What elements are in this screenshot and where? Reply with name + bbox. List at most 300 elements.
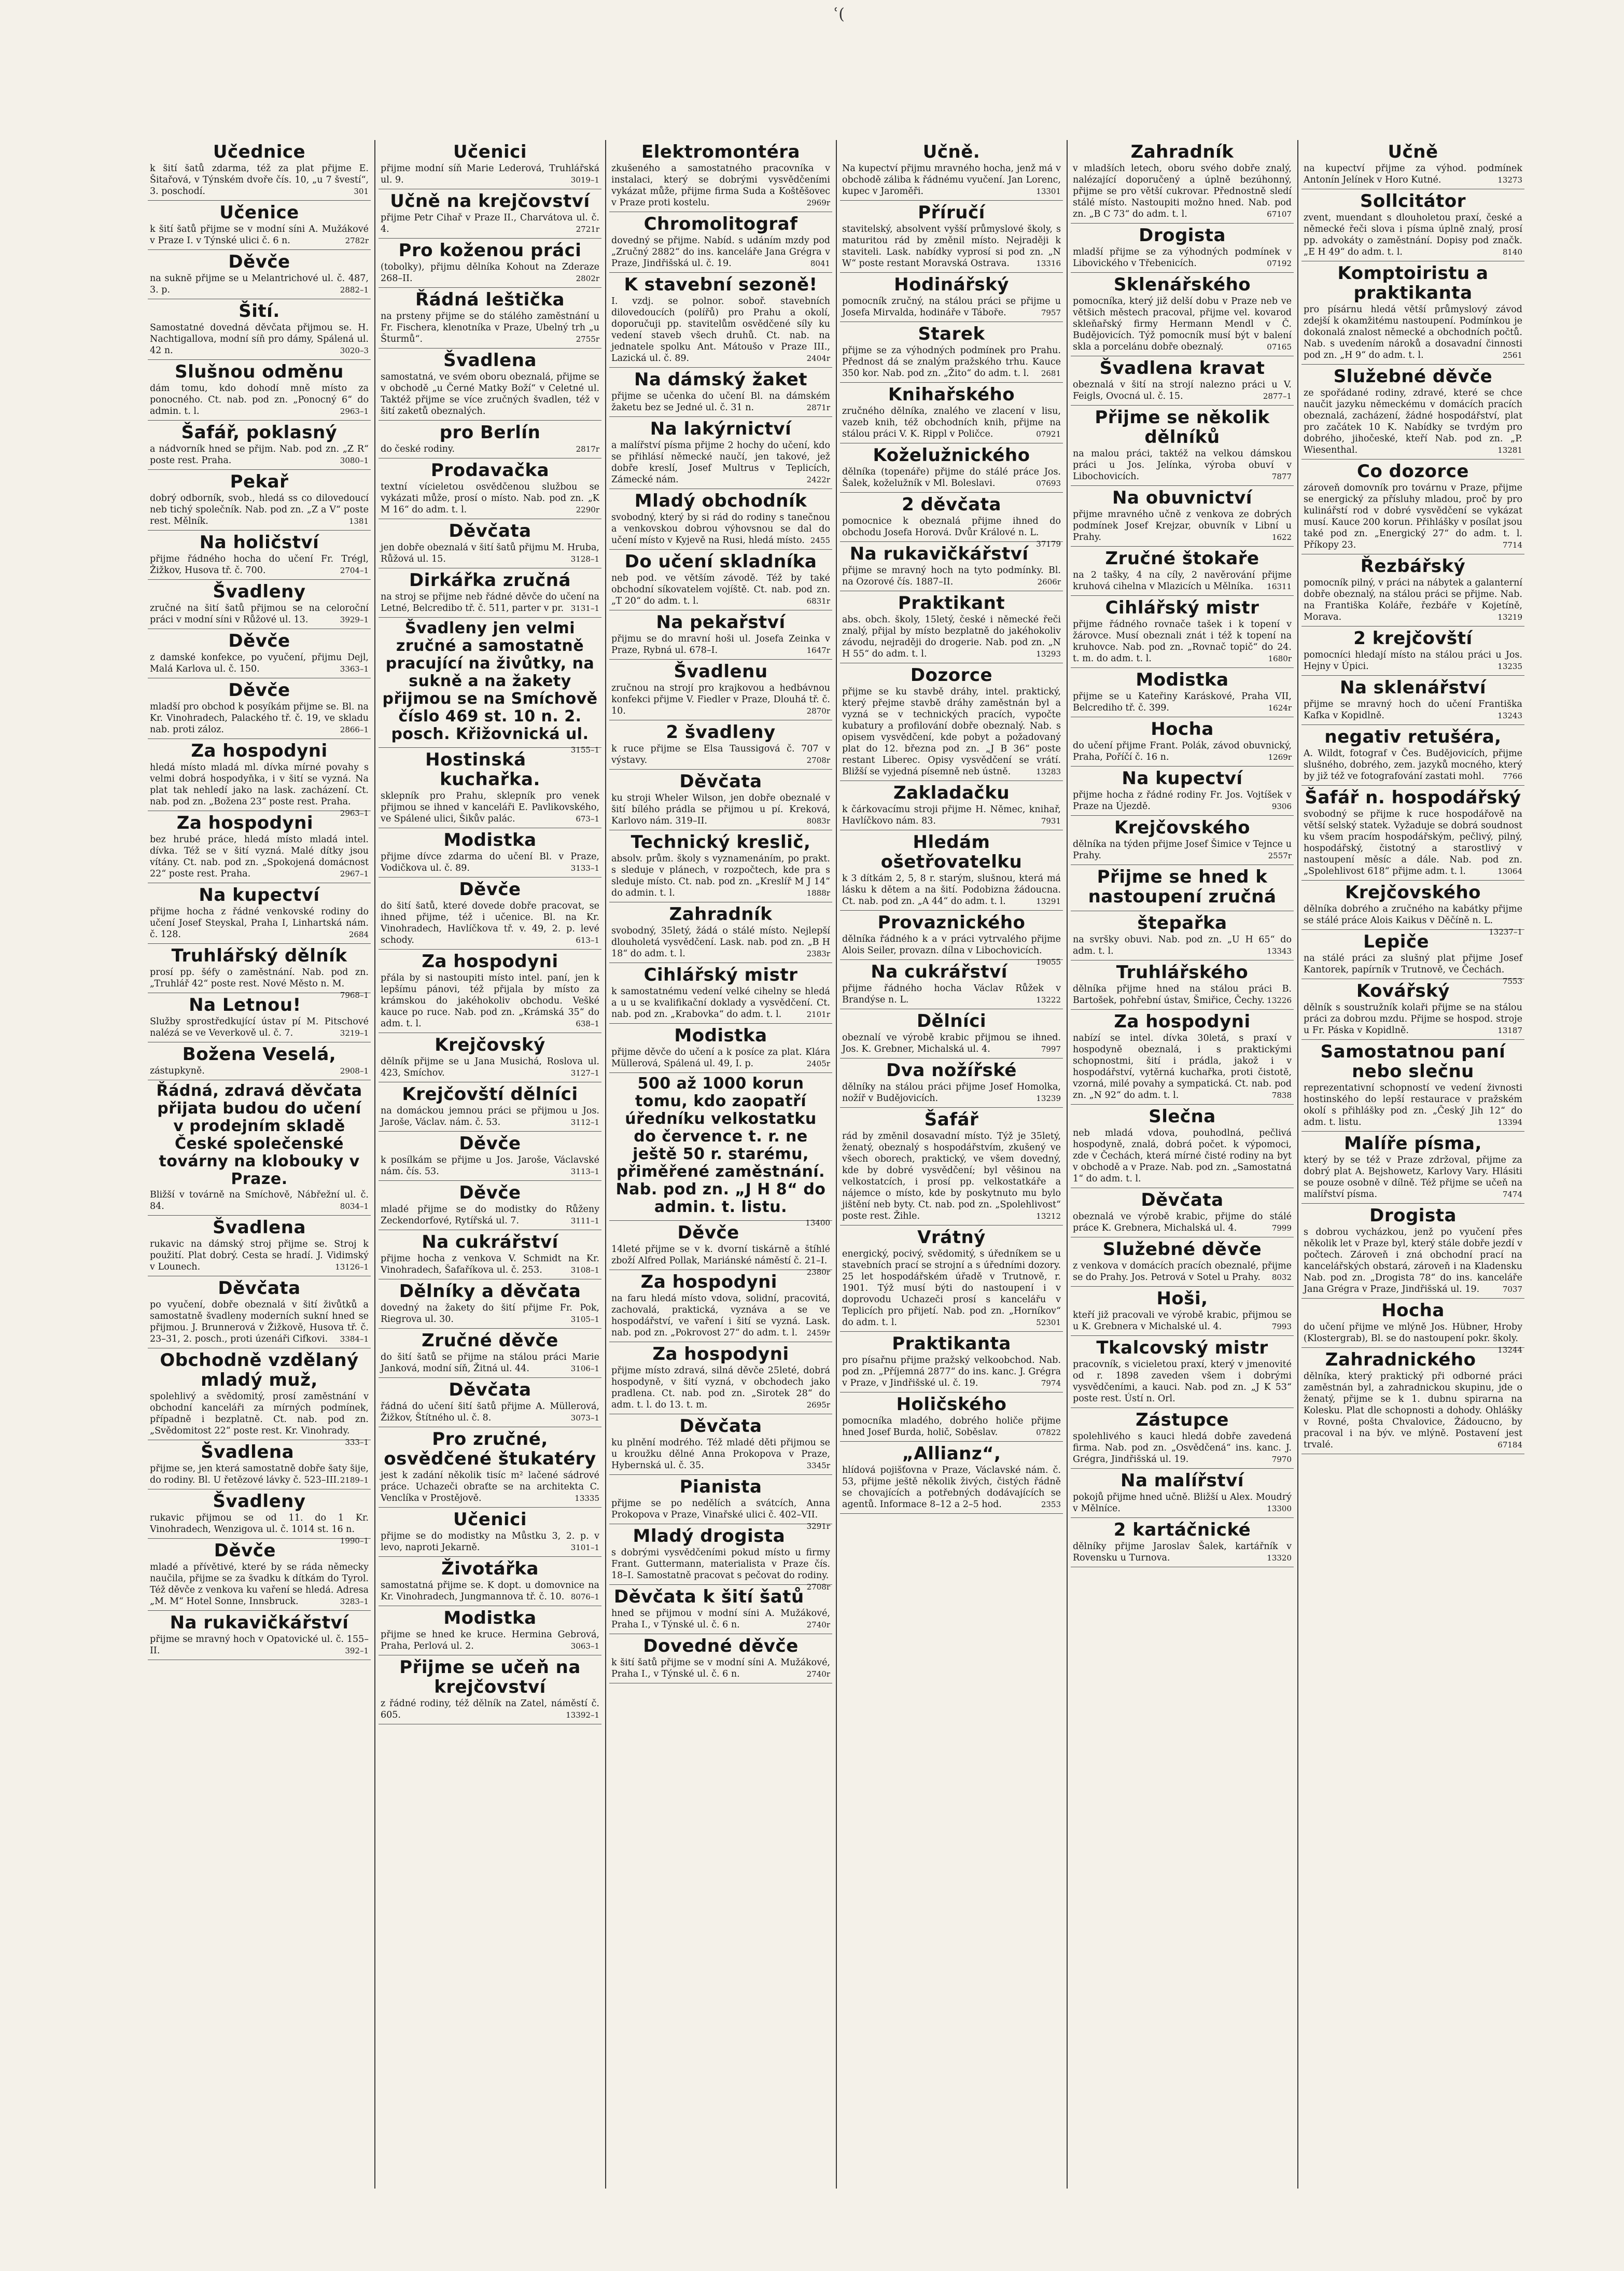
ad-text: k šití šatů přijme se v modní síni A. Mužákové v Praze I. v Týnské ulici č. 6 n. <box>150 224 369 246</box>
ad-code: 7037 <box>1502 1285 1522 1294</box>
ad-body <box>842 1131 1061 1222</box>
ad-code: 7997 <box>1041 1044 1061 1054</box>
ad-body <box>381 1580 599 1603</box>
ad-code: 13243 <box>1497 711 1522 720</box>
ad-code: 2557r <box>1268 851 1292 860</box>
classified-ad <box>1071 1105 1294 1188</box>
ad-text: dělník přijme se u Jana Musichá, Roslova ul. 423, Smíchov. <box>381 1056 599 1078</box>
ad-code: 3128–1 <box>570 554 599 564</box>
ad-body <box>842 873 1061 907</box>
ad-heading: Na lakýrnictví <box>650 419 792 439</box>
classified-ad <box>840 542 1063 591</box>
ad-code: 301 <box>354 187 369 196</box>
ad-code: 1381 <box>348 517 369 526</box>
ad-text: přijme se mravný hoch do učení Františka Kafka v Kopidlně. <box>1304 699 1522 721</box>
ad-code: 13239 <box>1036 1094 1061 1103</box>
ad-body <box>381 1401 599 1424</box>
ad-body <box>150 762 369 818</box>
ad-body <box>381 163 599 186</box>
ad-body <box>611 986 830 1020</box>
ad-body <box>842 1465 1061 1510</box>
ad-code: 3020–3 <box>340 346 369 355</box>
classified-ad <box>609 963 832 1024</box>
ad-code: 1622 <box>1271 533 1292 542</box>
ad-heading: Komptoiristu a praktikanta <box>1337 263 1489 303</box>
ad-code: 13300 <box>1267 1504 1292 1513</box>
ad-code: 13273 <box>1497 175 1522 185</box>
ad-code: 7553 <box>1502 977 1522 986</box>
ad-body <box>1073 983 1292 1006</box>
ad-body <box>842 804 1061 827</box>
ad-code: 2882–1 <box>340 285 369 295</box>
ad-heading: „Allianz“, <box>902 1443 1001 1464</box>
ad-heading: K stavební sezoně! <box>624 274 818 295</box>
ad-text: mladé a přívětivé, které by se ráda německy naučila, přijme se za švadku k dítkám do Tyrol. Též děvče z venkova ku vaření se hledá. Adresa „M. M“ Hotel Sonne, Innsbruck. <box>150 1562 369 1607</box>
ad-code: 2353 <box>1041 1500 1061 1509</box>
ad-heading: Za hospodyni <box>652 1344 789 1364</box>
ad-body <box>842 1415 1061 1438</box>
ad-code: 07921 <box>1036 429 1061 439</box>
ad-code: 3063–1 <box>570 1641 599 1651</box>
ad-heading: Kovářský <box>1356 981 1450 1001</box>
ad-code: 2695r <box>806 1400 830 1410</box>
ad-body <box>1073 509 1292 543</box>
ad-body <box>381 1629 599 1652</box>
classified-ad <box>379 239 601 288</box>
ad-code: 2380r <box>806 1267 830 1277</box>
ad-code: 2755r <box>576 335 599 344</box>
ad-code: 3019–1 <box>570 175 599 185</box>
ad-code: 37179 <box>1036 539 1061 549</box>
ad-body <box>150 1238 369 1273</box>
ad-code: 1990–1 <box>340 1536 369 1545</box>
ad-heading: Šafář n. hospodářský <box>1305 787 1521 808</box>
ad-heading: Švadlenu <box>674 661 768 682</box>
ad-code: 13237–1 <box>1489 927 1522 937</box>
ad-body <box>381 311 599 345</box>
ad-text: k posílkám se přijme u Jos. Jaroše, Václavské nám. čís. 53. <box>381 1155 599 1177</box>
ad-text: na stálé práci za slušný plat přijme Josef Kantorek, papírník v Trutnově, ve Čechách. <box>1304 953 1522 975</box>
ad-body <box>1304 1321 1522 1355</box>
classified-ad <box>840 830 1063 911</box>
ad-text: pracovník, s vicieletou praxí, který v jmenovité od r. 1898 zaveden všem i dobrými vysvědčeními, a kauci. Nab. pod zn. „J K 53“ poste rest. Ústí n. Orl. <box>1073 1359 1292 1404</box>
classified-ad <box>609 1024 832 1073</box>
ad-body <box>381 900 599 946</box>
ad-code: 7974 <box>1041 1378 1061 1388</box>
ad-heading: Na pekařství <box>656 612 786 633</box>
ad-text: Na kupectví přijmu mravného hocha, jenž má v obchodě záliba k řádnému vyučení. Jan Lorenc, kupec v Jaroměři. <box>842 163 1061 197</box>
ad-body <box>381 1698 599 1721</box>
ad-body <box>1073 569 1292 592</box>
ad-heading: Na kupectví <box>199 885 320 905</box>
ad-heading: Pro zručné, osvědčené štukatéry <box>384 1429 596 1469</box>
ad-text: sklepník pro Prahu, sklepník pro venek přijmou se ihned v kanceláři E. Pavlikovského, ve Spálené ulici, Šikův palác. <box>381 791 599 824</box>
ad-code: 7877 <box>1271 472 1292 481</box>
ad-code: 3111–1 <box>570 1216 599 1225</box>
ad-body <box>1073 163 1292 220</box>
ad-text: dělníka dobrého a zručného na kabátky přijme se stálé práce Alois Kaikus v Děčíně n. L. <box>1304 904 1522 926</box>
classified-ad <box>1301 1204 1524 1299</box>
ad-body <box>150 163 369 197</box>
ad-body <box>1304 163 1522 186</box>
ad-heading: Za hospodyni <box>640 1272 777 1292</box>
ad-text: dělník s soustružník kolaři přijme se na stálou práci za dobrou mzdu. Přijme se hospod. stroje u Fr. Páska v Kopidlně. <box>1304 1002 1522 1036</box>
ad-body <box>150 1562 369 1607</box>
ad-body <box>150 652 369 675</box>
ad-code: 2708r <box>806 756 830 765</box>
ad-code: 3155–1 <box>570 745 599 755</box>
ad-heading: Drogista <box>1369 1205 1457 1226</box>
classified-ad <box>379 950 601 1033</box>
ad-column-6 <box>1301 140 1524 2189</box>
ad-text: mladší pro obchod k posyíkám přijme se. Bl. na Kr. Vinohradech, Palackého tř. č. 19, ve skladu nab. proti záloz. <box>150 702 369 735</box>
ad-text: na svršky obuvi. Nab. pod zn. „U H 65“ do adm. t. l. <box>1073 935 1292 956</box>
ad-body <box>611 792 830 827</box>
classified-ad <box>379 288 601 349</box>
classified-ad <box>609 1414 832 1475</box>
ad-text: prosí pp. šéfy o zaměstnání. Nab. pod zn. „Truhlář 42“ poste rest. Nové Město n. M. <box>150 967 369 989</box>
ad-heading: Samostatnou paní nebo slečnu <box>1320 1041 1506 1082</box>
ad-text: na kupectví přijme za výhod. podmínek Antonín Jelínek v Horo Kutné. <box>1304 163 1522 185</box>
ad-body <box>611 1437 830 1471</box>
ad-code: 3108–1 <box>570 1265 599 1275</box>
ad-heading: Příručí <box>918 202 985 223</box>
ad-heading: Vrátný <box>917 1227 986 1248</box>
ad-heading: Za hospodyni <box>191 741 328 761</box>
classified-ad <box>609 770 832 830</box>
ad-heading: Šafář, poklasný <box>181 422 338 443</box>
ad-body <box>1304 577 1522 623</box>
ad-heading: Dva nožířské <box>886 1060 1017 1081</box>
ad-code: 13400 <box>805 1218 830 1228</box>
ad-code: 613–1 <box>576 936 599 945</box>
classified-ad <box>148 944 371 1000</box>
column-rule <box>1067 140 1068 2189</box>
ad-code: 2708r <box>806 1582 830 1592</box>
ad-code: 13187 <box>1497 1026 1522 1035</box>
ad-code: 13394 <box>1497 1118 1522 1127</box>
ad-code: 8076–1 <box>570 1592 599 1601</box>
ad-code: 7999 <box>1271 1223 1292 1233</box>
ad-text: rukavic na dámský stroj přijme se. Stroj k použití. Plat dobrý. Cesta se hradí. J. Vidimský v Lounech. <box>150 1239 369 1272</box>
ad-heading: Zakladačku <box>893 783 1010 803</box>
classified-ad <box>1301 459 1524 554</box>
ad-code: 6831r <box>806 596 830 606</box>
ad-body <box>381 261 599 284</box>
ad-heading: Děvče <box>228 252 290 272</box>
ad-column-5 <box>1071 140 1294 2189</box>
classified-ad <box>148 883 371 944</box>
classified-ad <box>609 489 832 550</box>
ad-body <box>1304 212 1522 258</box>
ad-heading: Učně. <box>922 142 981 162</box>
ad-text: na suknĕ přijme se u Melantrichové ul. č. 487, 3. p. <box>150 273 369 295</box>
ad-text: k šití šatů zdarma, též za plat přijme E. Šitařová, v Týnském dvoře čís. 10, „u 7 švestí“, 3. poschodí. <box>150 163 369 197</box>
ad-code: 2681 <box>1041 369 1061 378</box>
ad-heading: Pianista <box>679 1476 762 1497</box>
ad-text: k šití šatů přijme se v modní síni A. Mužákové, Praha I., v Týnské ul. č. 6 n. <box>611 1657 830 1679</box>
classified-ad <box>609 1524 832 1592</box>
ad-code: 13320 <box>1267 1553 1292 1563</box>
classified-ad <box>379 568 601 618</box>
ad-heading: Slušnou odměnu <box>175 361 344 382</box>
ad-body <box>1073 246 1292 269</box>
ad-text: pomocník zručný, na stálou práci se přijme u Josefa Mirvalda, hodináře v Táboře. <box>842 296 1061 318</box>
classified-ad <box>1301 189 1524 261</box>
classified-ad <box>379 748 601 828</box>
ad-column-3 <box>609 140 832 2189</box>
classified-ad <box>379 877 601 950</box>
classified-ad <box>1071 1010 1294 1105</box>
ad-body <box>842 614 1061 660</box>
classified-ad <box>840 1225 1063 1332</box>
ad-text: přijme se mravný hoch v Opatovické ul. č. 155–II. <box>150 1634 369 1656</box>
classified-ad <box>609 368 832 417</box>
ad-heading: Děvče <box>228 680 290 701</box>
ad-heading: Pro koženou práci <box>398 240 582 261</box>
ad-heading: Krejčovský <box>435 1035 545 1055</box>
ad-code: 2871r <box>806 403 830 412</box>
classified-ad <box>1071 911 1294 960</box>
ad-heading: Dovedné děvče <box>643 1636 799 1656</box>
classified-ad <box>1071 717 1294 767</box>
ad-text: Bližší v továrně na Smíchově, Nábřežní ul. č. 84. <box>150 1190 369 1211</box>
ad-code: 3106–1 <box>570 1364 599 1373</box>
ad-text: pomocnice k obeznalá přijme ihned do obchodu Josefa Horová. Dvůr Králové n. L. <box>842 516 1061 538</box>
classified-ad <box>379 1427 601 1508</box>
classified-ad <box>1071 1188 1294 1237</box>
ad-code: 2422r <box>806 475 830 484</box>
ad-heading: Hocha <box>1381 1300 1445 1321</box>
classified-ad <box>1301 554 1524 626</box>
classified-ad <box>379 458 601 519</box>
classified-ad <box>1071 767 1294 816</box>
ad-heading: Hoši, <box>1156 1288 1208 1309</box>
ad-code: 07192 <box>1267 259 1292 268</box>
ad-body <box>150 443 369 466</box>
classified-ad <box>148 1080 371 1216</box>
ad-heading: Hledám ošetřovatelku <box>880 832 1023 872</box>
ad-body <box>381 542 599 565</box>
classified-ad <box>148 1348 371 1447</box>
ad-heading: 2 krejčovští <box>1353 628 1473 649</box>
classified-ad <box>840 201 1063 273</box>
ad-code: 7931 <box>1041 816 1061 826</box>
ad-heading: Na cukrářství <box>871 962 1007 982</box>
ad-code: 2740r <box>806 1620 830 1629</box>
ad-code: 8140 <box>1502 247 1522 257</box>
classified-ad <box>379 618 601 755</box>
classified-ad <box>1071 406 1294 486</box>
ad-heading: Děvčata <box>449 1380 531 1400</box>
ad-text: a nádvorník hned se přijm. Nab. pod zn. „Z R“ poste rest. Praha. <box>150 444 369 466</box>
ad-heading: Knihařského <box>888 384 1015 405</box>
ad-heading: Cihlářský mistr <box>643 965 798 985</box>
ad-code: 3127–1 <box>570 1068 599 1078</box>
ad-code: 1624r <box>1268 703 1292 713</box>
ad-body <box>611 1365 830 1411</box>
ad-code: 3073–1 <box>570 1413 599 1423</box>
classified-ad <box>1301 881 1524 937</box>
ad-code: 13392–1 <box>566 1710 599 1720</box>
ad-body <box>381 443 599 455</box>
ad-column-2 <box>379 140 601 2189</box>
ad-body <box>381 1056 599 1079</box>
ad-heading: Elektromontéra <box>641 142 800 162</box>
ad-heading: Za hospodyni <box>422 951 558 972</box>
ad-body <box>842 1355 1061 1389</box>
ad-text: svobodný, 35letý, žádá o stálé místo. Nejlepší dlouholetá vysvědčení. Lask. nab. pod zn. „B H 18“ do adm. t. l. <box>611 926 830 959</box>
ad-text: přijme řádného hocha do učení Fr. Trégl, Žižkov, Husova tř. č. 700. <box>150 554 369 576</box>
classified-ad <box>379 519 601 568</box>
ad-heading: Chromolitograf <box>643 214 798 234</box>
ad-text: přijme se hned ke kruce. Hermina Gebrová, Praha, Perlová ul. 2. <box>381 1629 599 1651</box>
ad-heading: Děvče <box>459 879 521 900</box>
ad-heading: Za hospodyni <box>1114 1011 1251 1032</box>
ad-code: 3131–1 <box>570 604 599 613</box>
ad-text: přijme se u Kateřiny Karáskové, Praha VII, Belcrediho tř. č. 399. <box>1073 691 1292 713</box>
classified-ad <box>1301 140 1524 189</box>
ad-heading: Učednice <box>213 142 306 162</box>
classified-ad <box>148 811 371 883</box>
ad-heading: Dozorce <box>910 665 993 686</box>
ad-text: obeznalá v šití na strojí nalezno práci u V. Feigls, Ovocná ul. č. 15. <box>1073 380 1292 401</box>
ad-code: 13226 <box>1267 996 1292 1005</box>
ad-text: mladé přijme se do modistky do Růženy Zeckendorfové, Rytířská ul. 7. <box>381 1204 599 1226</box>
classified-ad <box>840 1442 1063 1514</box>
ad-body <box>381 1154 599 1177</box>
classified-ad <box>148 250 371 299</box>
classified-ad <box>609 660 832 720</box>
classified-ad <box>148 531 371 580</box>
ad-heading: Obchodně vzdělaný mladý muž, <box>160 1350 359 1390</box>
ad-body <box>150 273 369 296</box>
ad-text: textní vícieletou osvědčenou službou se vykázati může, prosí o místo. Nab. pod zn. „K M 16“ do adm. t. l. <box>381 482 599 515</box>
ad-text: obeznalí ve výrobě krabic přijmou se ihned. Jos. K. Grebner, Michalská ul. 4. <box>842 1033 1061 1054</box>
ad-body <box>1073 839 1292 861</box>
column-rule <box>374 140 375 2189</box>
ad-body <box>1073 1211 1292 1234</box>
ad-code: 2704–1 <box>340 566 369 575</box>
ad-body <box>842 345 1061 379</box>
classified-ad <box>148 580 371 629</box>
ad-text: řádná do učení šití šatů přijme A. Müllerová, Žižkov, Štítného ul. č. 8. <box>381 1401 599 1423</box>
ad-heading: Tkalcovský mistr <box>1096 1337 1268 1358</box>
ad-body <box>1304 1227 1522 1295</box>
ad-heading: Služebné děvče <box>1102 1239 1262 1260</box>
ad-body <box>150 1463 369 1486</box>
classified-ad <box>609 1585 832 1634</box>
ad-text: dělníka na týden přijme Josef Šimice v Tejnce u Prahy. <box>1073 839 1292 861</box>
ad-heading: Zahradník <box>669 904 773 925</box>
ad-body <box>1073 740 1292 763</box>
ad-text: Samostatné dovedná děvčata přijmou se. H. Nachtigallova, modní síň pro dámy, Spálená ul. 42 n. <box>150 323 369 356</box>
ad-text: A. Wildt, fotograf v Čes. Budějovicích, přijme slušného, dobrého, zem. jazyků mocného, který by již též ve fotografování zastati mohl. <box>1304 748 1522 782</box>
classified-ad <box>148 1440 371 1489</box>
ad-text: na domáckou jemnou práci se přijmou u Jos. Jaroše, Václav. nám. č. 53. <box>381 1106 599 1127</box>
ad-body <box>150 224 369 246</box>
ad-heading: Na kupectví <box>1122 768 1243 789</box>
ad-heading: Na dámský žaket <box>634 369 808 390</box>
ad-text: energický, pocivý, svědomitý, s úředníkem se u stavebních prací se strojní a s úředními dozory. 25 let hospodářském úřadě v Trutnově, r. 1901. Týž musí býti do nastoupení i v doprovodu Uchazeči prosí s kancelářu v Teplicích pro přijetí. Nab. pod zn. „Horníkov“ do adm. t. l. <box>842 1249 1061 1328</box>
ad-heading: Provaznického <box>877 912 1026 933</box>
ad-text: dovedný na žakety do šití přijme Fr. Pok, Riegrova ul. 30. <box>381 1303 599 1325</box>
ad-heading: Dirkářka zručná <box>409 570 571 591</box>
ad-code: 2606r <box>1037 577 1061 587</box>
classified-ad <box>609 212 832 273</box>
ad-heading: Šafář <box>924 1109 979 1130</box>
ad-code: 13244 <box>1497 1345 1522 1355</box>
classified-ad <box>840 322 1063 383</box>
ad-code: 13343 <box>1267 946 1292 956</box>
classified-ad <box>379 421 601 458</box>
ad-text: bez hrubé práce, hledá místo mladá intel. dívka. Též se v šití vyzná. Malé dítky jsou vítány. Ct. nab. pod zn. „Spokojená domácnost 22“ poste rest. Praha. <box>150 834 369 879</box>
ad-body <box>150 1016 369 1039</box>
ad-heading: Švadleny jen velmi zručné a samostatně pracující na živůtky, na sukně a na žakety přijmou se na Smíchově číslo 469 st. 10 n. 2. posch. Křižovnická ul. <box>382 619 598 743</box>
ad-body <box>1073 691 1292 714</box>
ad-text: reprezentativní schopností ve vedení živnosti hostinského do lepší restaurace v pražském okolí s přihlášky pod zn. „Český Jih 12“ do adm. t. listu. <box>1304 1083 1522 1127</box>
ad-body <box>381 212 599 235</box>
classified-ad <box>840 1332 1063 1392</box>
ad-body <box>381 1302 599 1325</box>
ad-body <box>611 1047 830 1069</box>
ad-code: 2561 <box>1502 351 1522 360</box>
ad-text: dovedný se přijme. Nabíd. s udáním mzdy pod „Zručný 2882“ do ins. kanceláře Jana Grégra v Praze, Jindřišská ul. č. 19. <box>611 235 830 269</box>
ad-code: 3101–1 <box>570 1543 599 1552</box>
ad-body <box>611 296 830 364</box>
ad-heading: Truhlářský dělník <box>171 945 347 966</box>
ad-code: 13335 <box>575 1494 599 1503</box>
ad-text: zručnou na strojí pro krajkovou a hedbávnou konfekci přijme V. Fiedler v Praze, Dlouhá tř. č. 10. <box>611 683 830 716</box>
ad-heading: Na sklenářství <box>1339 677 1487 698</box>
ad-text: pro písárnu hledá větší průmyslový závod zdejší k okamžitému nastoupení. Podmínkou je dokonalá znalost německé a obchodních počtů. Nab. s uvedením nároků a dosavadní činnosti pod zn. „H 9“ do adm. t. l. <box>1304 304 1522 360</box>
classified-ad <box>148 678 371 739</box>
ad-heading: Sklenářského <box>1113 274 1251 295</box>
ad-text: který by se též v Praze zdržoval, přijme za dobrý plat A. Bejshowetz, Karlovy Vary. Hlásiti se pouze osobně v dílně. Též přijme se učeň na malířství písma. <box>1304 1155 1522 1200</box>
ad-body <box>1304 903 1522 937</box>
classified-ad <box>379 1508 601 1557</box>
classified-ad <box>148 739 371 818</box>
ad-code: 2405r <box>806 1059 830 1068</box>
ad-body <box>1073 1127 1292 1185</box>
ad-heading: Na rukavičkářství <box>170 1612 349 1633</box>
ad-text: přijme Petr Cihař v Praze II., Charvátova ul. č. 4. <box>381 213 599 234</box>
ad-body <box>150 553 369 576</box>
ad-code: 13222 <box>1036 995 1061 1005</box>
ad-code: 13293 <box>1036 649 1061 659</box>
ad-code: 07693 <box>1036 479 1061 488</box>
ad-text: dělníka přijme hned na stálou práci B. Bartošek, pohřební ústav, Šmiřice, Čechy. <box>1073 984 1292 1006</box>
ad-heading: Hostinská kuchařka. <box>425 749 540 790</box>
ad-code: 2404r <box>806 354 830 363</box>
ad-heading: Praktikant <box>898 593 1005 614</box>
classified-ad <box>1301 979 1524 1040</box>
ad-code: 333–1 <box>345 1438 369 1447</box>
ad-body <box>1073 1033 1292 1101</box>
ad-body <box>1073 789 1292 812</box>
ad-code: 13212 <box>1036 1211 1061 1221</box>
ad-text: neb pod. ve větším závodě. Též by také obchodní síkovatelem vojíště. Ct. nab. pod zn. „T 20“ do adm. t. l. <box>611 573 830 606</box>
ad-body <box>611 512 830 546</box>
ad-text: samostatná přijme se. K dopt. u domovnice na Kr. Vinohradech, Jungmannova tř. č. 10. <box>381 1580 599 1602</box>
ad-body <box>611 163 830 208</box>
ad-code: 7838 <box>1271 1091 1292 1100</box>
classified-ad <box>1301 1348 1524 1454</box>
ad-body <box>150 603 369 625</box>
ad-code: 7957 <box>1041 308 1061 317</box>
ad-text: Služby sprostředkující ústav pí M. Pitschové nalézá se ve Veverkově ul. č. 7. <box>150 1016 369 1038</box>
ad-body <box>381 481 599 515</box>
